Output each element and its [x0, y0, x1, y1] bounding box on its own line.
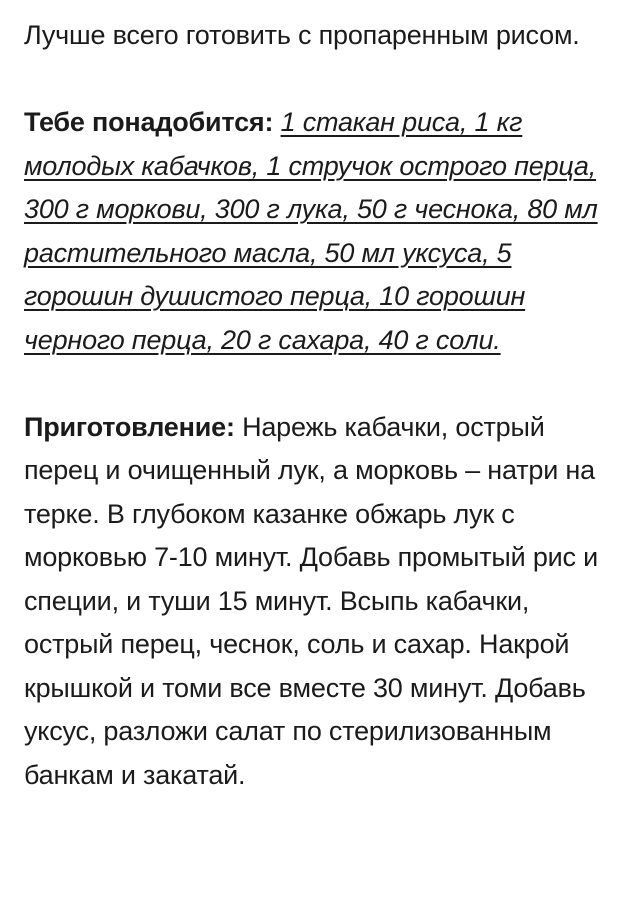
recipe-article — [24, 14, 619, 841]
preparation-text: Нарежь кабачки, острый перец и очищенный лук, а морковь – натри на терке. В глубоком казанке обжарь лук с морковью 7-10 минут. Добавь промытый рис и специи, и туши 15 минут. Всыпь кабачки, острый перец, чеснок, соль и сахар. Накрой крышкой и томи все вместе 30 минут. Добавь уксус, разложи салат по стерилизованным банкам и закатай. — [24, 411, 598, 790]
intro-paragraph — [24, 14, 619, 58]
intro-text: Лучше всего готовить с пропаренным рисом. — [24, 20, 580, 50]
preparation-paragraph — [24, 406, 619, 798]
ingredients-paragraph — [24, 101, 619, 362]
ingredients-list: 1 стакан риса, 1 кг молодых кабачков, 1 стручок острого перца, 300 г моркови, 300 г лука, 50 г чеснока, 80 мл растительного масла, 50 мл уксуса, 5 горошин душистого перца, 10 горошин черного перца, 20 г сахара, 40 г соли. — [24, 107, 598, 355]
preparation-label: Приготовление: — [24, 411, 235, 442]
ingredients-label: Тебе понадобится: — [24, 107, 274, 137]
